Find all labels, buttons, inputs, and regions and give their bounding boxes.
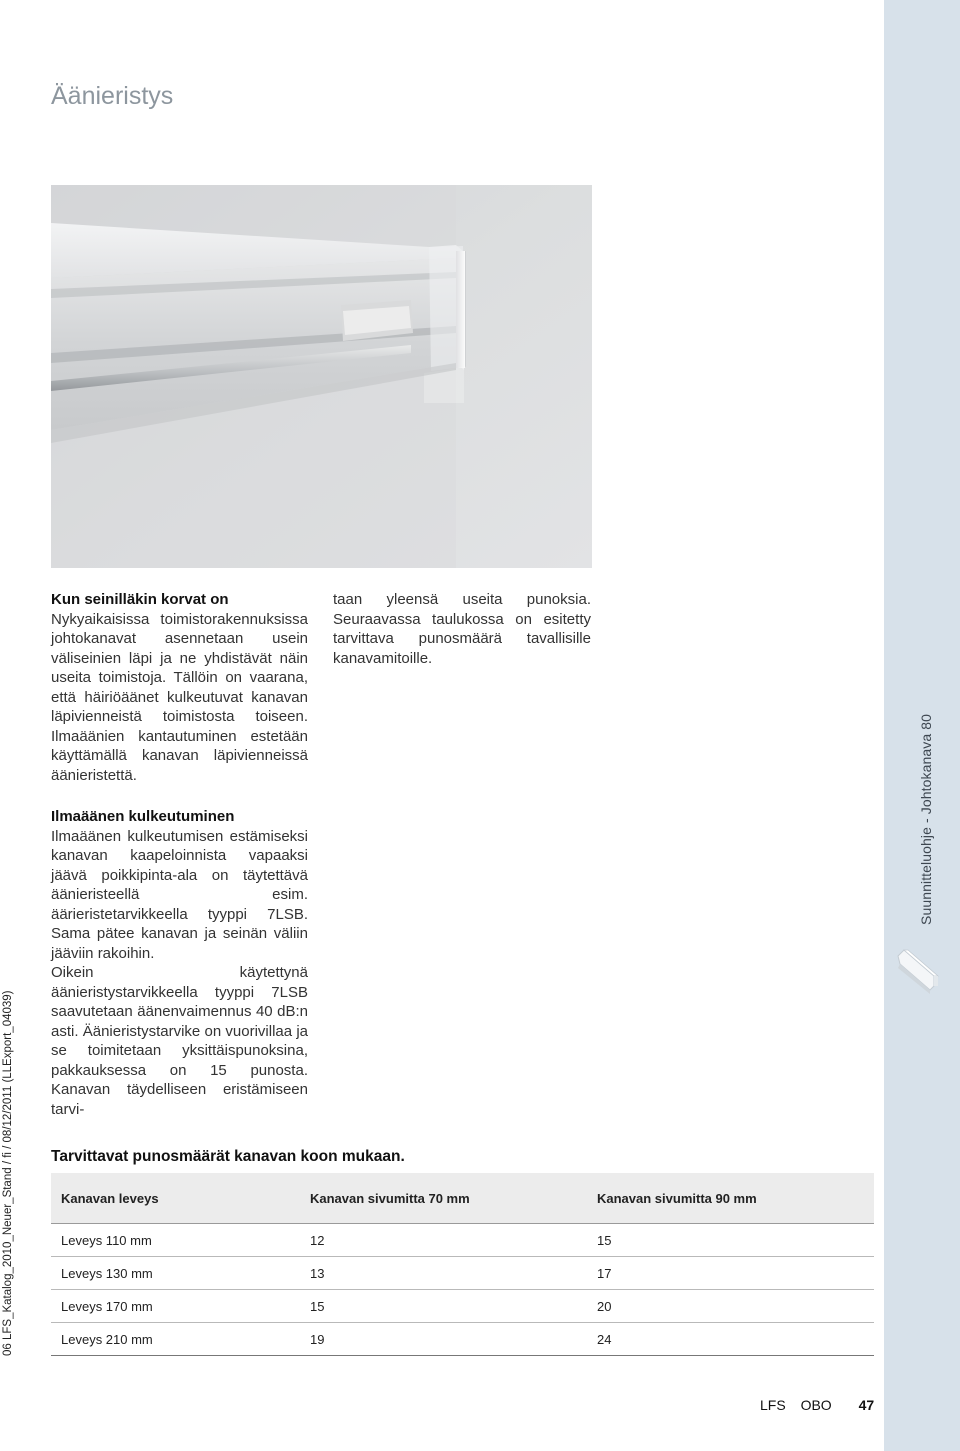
document-id: 06 LFS_Katalog_2010_Neuer_Stand / fi / 08/12/2011 (LLExport_04039): [2, 990, 14, 1356]
table-cell: Leveys 210 mm: [51, 1323, 300, 1356]
table-cell: 13: [300, 1257, 587, 1290]
table-cell: Leveys 130 mm: [51, 1257, 300, 1290]
body-paragraph: Nykyaikaisissa toimistorakennuksissa johtokanavat asennetaan usein väliseinien läpi ja ne yhdistävät näin useita toimistoja. Tällöin on vaarana, että häiriöäänet kulkeutuvat kanavan läpivienneistä toimistosta toiseen. Ilmaäänien kantautuminen estetään käyttämällä kanavan läpivienneissä äänieristettä.: [51, 610, 308, 784]
text-column-left: [51, 590, 308, 1119]
body-paragraph: taan yleensä useita punoksia. Seuraavassa taulukossa on esitetty tarvittava punosmäärä tavallisille kanavamitoille.: [333, 591, 591, 667]
table-cell: Leveys 170 mm: [51, 1290, 300, 1323]
table-cell: 24: [587, 1323, 874, 1356]
page-title: Äänieristys: [51, 82, 174, 110]
brand-lfs: LFS: [760, 1397, 786, 1413]
page-footer: [760, 1397, 874, 1413]
body-paragraph: Ilmaäänen kulkeutumisen estämiseksi kanavan kaapeloinnista vapaaksi jäävä poikkipinta-ala on täytettävä äänieristeellä esim. äärieristetarvikkeella tyyppi 7LSB. Sama pätee kanavan ja seinän väliin jääviin rakoihin.: [51, 827, 308, 962]
text-column-right: [333, 590, 591, 668]
table-row: [51, 1224, 874, 1257]
table-row: [51, 1290, 874, 1323]
table-cell: 12: [300, 1224, 587, 1257]
cable-duct-photo: [51, 185, 592, 568]
table-header-cell: Kanavan sivumitta 70 mm: [300, 1173, 587, 1224]
table-cell: 20: [587, 1290, 874, 1323]
table-header-cell: Kanavan leveys: [51, 1173, 300, 1224]
table-title: Tarvittavat punosmäärät kanavan koon mukaan.: [51, 1148, 405, 1165]
body-paragraph: Oikein käytettynä äänieristystarvikkeella tyyppi 7LSB saavutetaan äänenvaimennus 40 dB:n asti. Äänieristystarvike on vuorivillaa ja se toimitetaan yksittäispunoksina, pakkauksessa on 15 punosta. Kanavan täydelliseen eristämiseen tarvi-: [51, 964, 308, 1118]
section-heading: Kun seinilläkin korvat on: [51, 591, 229, 608]
strand-count-table: [51, 1173, 874, 1356]
cable-duct-icon: [894, 942, 942, 1002]
table-row: [51, 1323, 874, 1356]
table-cell: 15: [587, 1224, 874, 1257]
table-header-row: [51, 1173, 874, 1224]
table-cell: Leveys 110 mm: [51, 1224, 300, 1257]
table-cell: 15: [300, 1290, 587, 1323]
side-title: Suunnitteluohje - Johtokanava 80: [918, 713, 934, 925]
table-header-cell: Kanavan sivumitta 90 mm: [587, 1173, 874, 1224]
section-heading: Ilmaäänen kulkeutuminen: [51, 808, 235, 825]
page-number: 47: [858, 1397, 875, 1413]
table-cell: 17: [587, 1257, 874, 1290]
table-cell: 19: [300, 1323, 587, 1356]
table-row: [51, 1257, 874, 1290]
brand-obo: OBO: [800, 1397, 832, 1413]
